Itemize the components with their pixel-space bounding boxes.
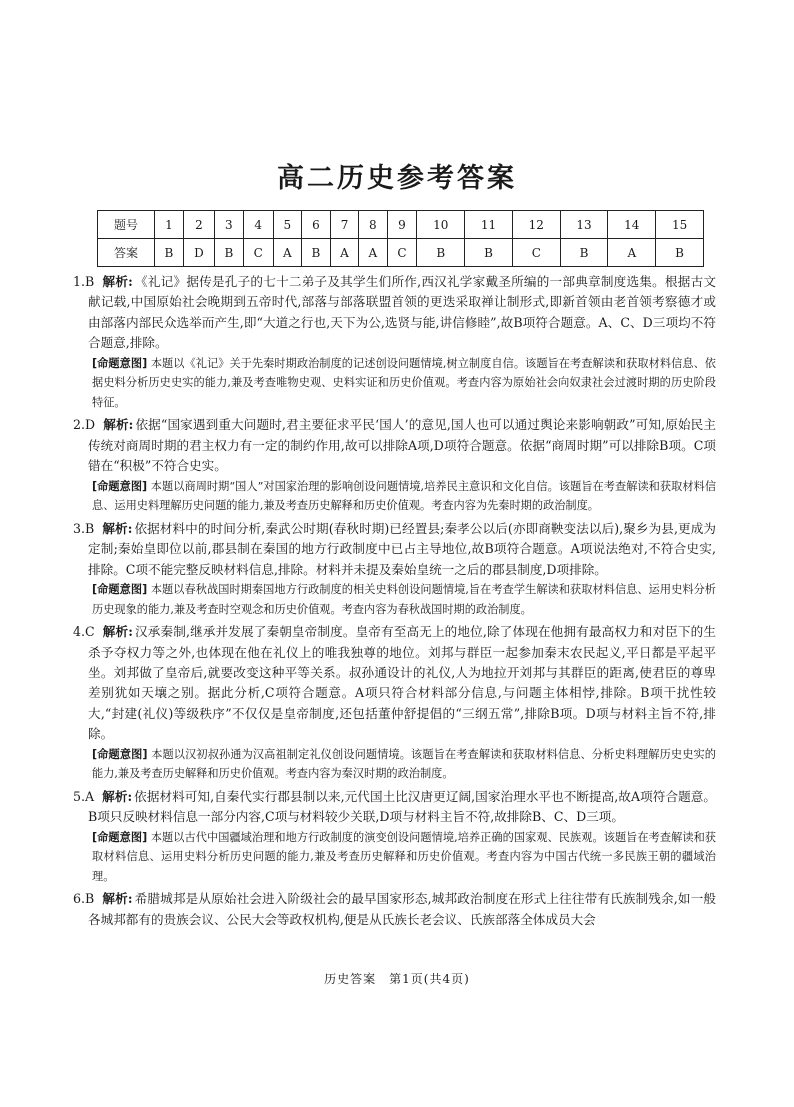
question-number-cell: 9: [387, 211, 417, 239]
question-block-3: [73, 519, 716, 619]
question-number-cell: 13: [560, 211, 608, 239]
analysis-label: 解析:: [102, 624, 133, 640]
question-number-cell: 2: [183, 211, 214, 239]
answer-cell: B: [656, 239, 704, 267]
question-number-cell: 4: [243, 211, 273, 239]
intent-label: [命题意图]: [92, 747, 148, 761]
analysis-label: 解析:: [102, 520, 133, 536]
answer-cell: D: [183, 239, 214, 267]
question-block-1: [73, 272, 716, 412]
analysis-text: 依据材料中的时间分析,秦武公时期(春秋时期)已经置县;秦孝公以后(亦即商鞅变法以后),聚乡为县,更成为定制;秦始皇即位以前,郡县制在秦国的地方行政制度中已占主导地位,故B项符合题意。A项说法绝对,不符合史实,排除。C项不能完整反映材料信息,排除。材料并未提及秦始皇统一之后的郡县制度,D项排除。: [88, 520, 716, 577]
analysis-text: 依据材料可知,自秦代实行郡县制以来,元代国土比汉唐更辽阔,国家治理水平也不断提高,故A项符合题意。B项只反映材料信息一部分内容,C项与材料较少关联,D项与材料主旨不符,故排除B、C、D三项。: [88, 788, 716, 825]
intent-label: [命题意图]: [92, 479, 148, 493]
answer-table-number-header: 题号: [98, 211, 155, 239]
analysis-text: 依据“国家遇到重大问题时,君主要征求平民‘国人’的意见,国人也可以通过舆论来影响朝政”可知,原始民主传统对商周时期的君主权力有一定的制约作用,故可以排除A项,D项符合题意。依据“商周时期”可以排除B项。C项错在“积极”不符合史实。: [88, 417, 716, 474]
question-number-cell: 3: [214, 211, 243, 239]
question-number-cell: 6: [302, 211, 331, 239]
question-number: 1.B: [73, 274, 95, 289]
answer-table-answer-header: 答案: [98, 239, 155, 267]
answer-cell: A: [273, 239, 301, 267]
intent-label: [命题意图]: [92, 583, 148, 597]
analysis-text: 希腊城邦是从原始社会进入阶级社会的最早国家形态,城邦政治制度在形式上往往带有氏族制残余,如一般各城邦都有的贵族会议、公民大会等政权机构,便是从氏族长老会议、氏族部落全体成员大会: [88, 891, 716, 927]
answer-cell: C: [512, 239, 560, 267]
question-block-5: [73, 787, 716, 887]
analysis-label: 解析:: [103, 417, 134, 433]
question-number-cell: 8: [359, 211, 387, 239]
answer-cell: B: [465, 239, 513, 267]
page-footer: 历史答案 第1页(共4页): [324, 972, 470, 986]
intent-label: [命题意图]: [92, 356, 148, 370]
question-block-4: [73, 622, 716, 784]
question-number: 6.B: [73, 891, 95, 907]
analysis-text: 《礼记》据传是孔子的七十二弟子及其学生们所作,西汉礼学家戴圣所编的一部典章制度选集。根据古文献记载,中国原始社会晚期到五帝时代,部落与部落联盟首领的更迭采取禅让制形式,即新首领由老首领考察德才或由部落内部民众选举而产生,即“大道之行也,天下为公,选贤与能,讲信修睦”,故B项符合题意。A、C、D三项均不符合题意,排除。: [88, 274, 716, 351]
intent-label: [命题意图]: [92, 830, 148, 844]
question-number-cell: 12: [512, 211, 560, 239]
answer-table-answer-row: [98, 239, 704, 267]
question-number-cell: 14: [608, 211, 656, 239]
question-number-cell: 1: [155, 211, 184, 239]
answer-cell: B: [560, 239, 608, 267]
intent-text: 本题以汉初叔孙通为汉高祖制定礼仪创设问题情境。该题旨在考查解读和获取材料信息、分析史料理解历史史实的能力,兼及考查历史解释和历史价值观。考查内容为秦汉时期的政治制度。: [92, 747, 716, 781]
intent-text: 本题以古代中国疆域治理和地方行政制度的演变创设问题情境,培养正确的国家观、民族观。该题旨在考查解读和获取材料信息、运用史料分析历史问题的能力,兼及考查历史解释和历史价值观。考查内容为中国古代统一多民族王朝的疆域治理。: [92, 830, 716, 883]
question-number: 2.D: [73, 417, 96, 433]
analysis-text: 汉承秦制,继承并发展了秦朝皇帝制度。皇帝有至高无上的地位,除了体现在他拥有最高权力和对臣下的生杀予夺权力等之外,也体现在他在礼仪上的唯我独尊的地位。刘邦与群臣一起参加秦末农民起义,平日都是平起平坐。刘邦做了皇帝后,就要改变这种平等关系。叔孙通设计的礼仪,人为地拉开刘邦与其群臣的距离,使君臣的尊卑差别犹如天壤之别。据此分析,C项符合题意。A项只符合材料部分信息,与问题主体相悖,排除。B项干扰性较大,“封建(礼仪)等级秩序”不仅仅是皇帝制度,还包括董仲舒提倡的“三纲五常”,排除B项。D项与材料主旨不符,排除。: [88, 624, 716, 742]
intent-text: 本题以商周时期“国人”对国家治理的影响创设问题情境,培养民主意识和文化自信。该题旨在考查解读和获取材料信息、运用史料理解历史问题的能力,兼及考查历史解释和历史价值观。考查内容为先秦时期的政治制度。: [92, 479, 717, 513]
answer-cell: B: [302, 239, 331, 267]
question-number-cell: 5: [273, 211, 301, 239]
question-number-cell: 10: [417, 211, 465, 239]
question-number: 5.A: [73, 788, 95, 804]
explanations: [73, 272, 717, 930]
analysis-label: 解析:: [102, 788, 133, 804]
analysis-label: 解析:: [102, 891, 133, 907]
question-number: 3.B: [73, 520, 95, 536]
answer-table: [97, 210, 704, 267]
question-number-cell: 7: [330, 211, 358, 239]
page-title: 高二历史参考答案: [277, 163, 517, 194]
answer-cell: C: [243, 239, 273, 267]
question-number: 4.C: [73, 624, 95, 640]
intent-text: 本题以《礼记》关于先秦时期政治制度的记述创设问题情境,树立制度自信。该题旨在考查解读和获取材料信息、依据史料分析历史史实的能力,兼及考查唯物史观、史料实证和历史价值观。考查内容为原始社会向奴隶社会过渡时期的历史阶段特征。: [92, 356, 716, 409]
question-number-cell: 15: [656, 211, 704, 239]
intent-text: 本题以春秋战国时期秦国地方行政制度的相关史料创设问题情境,旨在考查学生解读和获取材料信息、运用史料分析历史现象的能力,兼及考查时空观念和历史价值观。考查内容为春秋战国时期的政治制度。: [92, 583, 716, 616]
answer-cell: C: [387, 239, 417, 267]
answer-cell: B: [214, 239, 243, 267]
question-number-cell: 11: [465, 211, 513, 239]
question-block-2: [73, 415, 717, 515]
analysis-label: 解析:: [102, 274, 133, 289]
question-block-6: [73, 889, 716, 930]
answer-cell: A: [359, 239, 387, 267]
answer-cell: A: [608, 239, 656, 267]
answer-cell: A: [330, 239, 358, 267]
answer-cell: B: [417, 239, 465, 267]
answer-table-number-row: [98, 211, 704, 239]
answer-cell: B: [155, 239, 184, 267]
